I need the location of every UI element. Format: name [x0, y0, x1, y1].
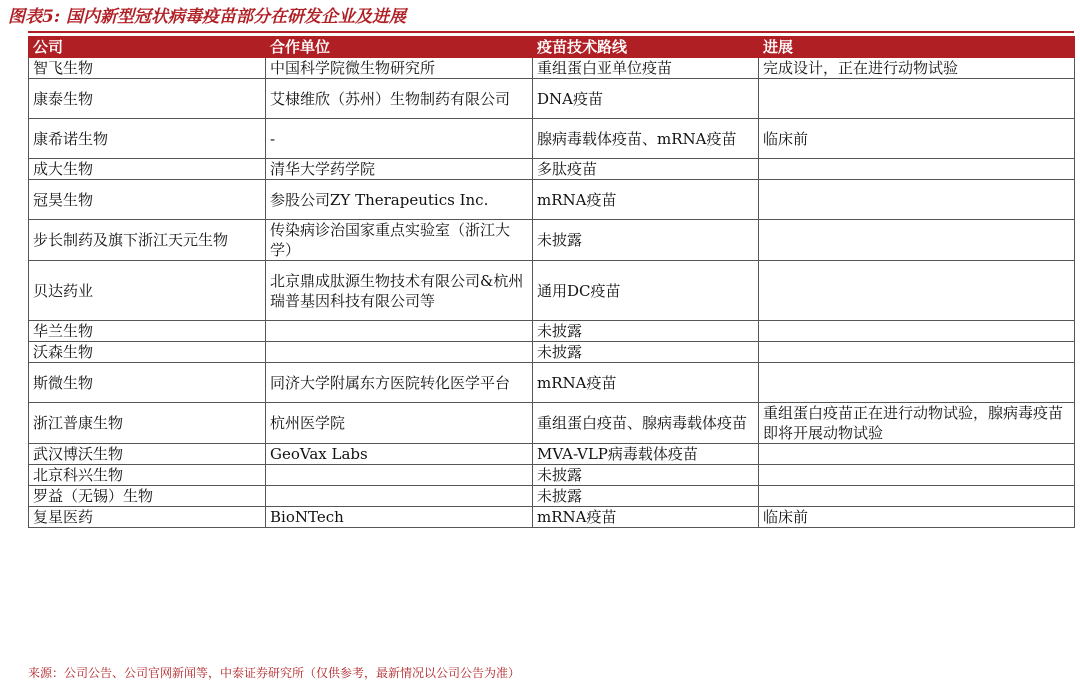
- cell-progress: [759, 342, 1075, 363]
- cell-company: 复星医药: [29, 507, 266, 528]
- table-row: [29, 58, 1075, 79]
- cell-progress: [759, 220, 1075, 261]
- table-row: [29, 180, 1075, 220]
- table-row: [29, 79, 1075, 119]
- table-row: [29, 261, 1075, 321]
- cell-partner: 北京鼎成肽源生物技术有限公司&杭州瑞普基因科技有限公司等: [266, 261, 533, 321]
- header-progress: 进展: [759, 37, 1075, 58]
- table-row: [29, 507, 1075, 528]
- cell-progress: 重组蛋白疫苗正在进行动物试验，腺病毒疫苗即将开展动物试验: [759, 403, 1075, 444]
- cell-route: mRNA疫苗: [533, 363, 759, 403]
- cell-progress: 完成设计，正在进行动物试验: [759, 58, 1075, 79]
- cell-company: 步长制药及旗下浙江天元生物: [29, 220, 266, 261]
- figure-title: 图表5: 国内新型冠状病毒疫苗部分在研发企业及进展: [8, 7, 407, 27]
- cell-progress: [759, 79, 1075, 119]
- table-row: [29, 220, 1075, 261]
- cell-route: mRNA疫苗: [533, 180, 759, 220]
- cell-company: 冠昊生物: [29, 180, 266, 220]
- cell-partner: 传染病诊治国家重点实验室（浙江大学）: [266, 220, 533, 261]
- cell-route: 未披露: [533, 342, 759, 363]
- cell-progress: [759, 444, 1075, 465]
- cell-partner: -: [266, 119, 533, 159]
- cell-progress: [759, 321, 1075, 342]
- table-row: [29, 444, 1075, 465]
- cell-progress: [759, 465, 1075, 486]
- cell-route: 未披露: [533, 321, 759, 342]
- cell-company: 康希诺生物: [29, 119, 266, 159]
- table-row: [29, 403, 1075, 444]
- cell-route: 重组蛋白疫苗、腺病毒载体疫苗: [533, 403, 759, 444]
- cell-partner: 中国科学院微生物研究所: [266, 58, 533, 79]
- cell-company: 成大生物: [29, 159, 266, 180]
- cell-partner: [266, 342, 533, 363]
- cell-progress: [759, 486, 1075, 507]
- cell-company: 北京科兴生物: [29, 465, 266, 486]
- cell-partner: 杭州医学院: [266, 403, 533, 444]
- cell-progress: [759, 180, 1075, 220]
- cell-route: mRNA疫苗: [533, 507, 759, 528]
- table-row: [29, 486, 1075, 507]
- cell-company: 沃森生物: [29, 342, 266, 363]
- header-partner: 合作单位: [266, 37, 533, 58]
- cell-partner: 同济大学附属东方医院转化医学平台: [266, 363, 533, 403]
- cell-progress: 临床前: [759, 119, 1075, 159]
- cell-company: 斯微生物: [29, 363, 266, 403]
- table-row: [29, 465, 1075, 486]
- cell-progress: [759, 261, 1075, 321]
- cell-partner: 参股公司ZY Therapeutics Inc.: [266, 180, 533, 220]
- cell-partner: [266, 486, 533, 507]
- cell-company: 智飞生物: [29, 58, 266, 79]
- table-row: [29, 342, 1075, 363]
- cell-company: 贝达药业: [29, 261, 266, 321]
- cell-route: 腺病毒载体疫苗、mRNA疫苗: [533, 119, 759, 159]
- cell-route: 重组蛋白亚单位疫苗: [533, 58, 759, 79]
- cell-progress: 临床前: [759, 507, 1075, 528]
- cell-partner: BioNTech: [266, 507, 533, 528]
- cell-partner: [266, 465, 533, 486]
- cell-company: 罗益（无锡）生物: [29, 486, 266, 507]
- cell-company: 康泰生物: [29, 79, 266, 119]
- table-row: [29, 159, 1075, 180]
- header-company: 公司: [29, 37, 266, 58]
- cell-route: 多肽疫苗: [533, 159, 759, 180]
- cell-company: 浙江普康生物: [29, 403, 266, 444]
- source-note: 来源：公司公告、公司官网新闻等，中泰证券研究所（仅供参考，最新情况以公司公告为准）: [28, 666, 521, 680]
- cell-partner: 艾棣维欣（苏州）生物制药有限公司: [266, 79, 533, 119]
- cell-progress: [759, 159, 1075, 180]
- vaccine-table: [28, 36, 1075, 528]
- cell-company: 华兰生物: [29, 321, 266, 342]
- cell-route: 未披露: [533, 486, 759, 507]
- cell-route: 未披露: [533, 220, 759, 261]
- table-row: [29, 363, 1075, 403]
- cell-company: 武汉博沃生物: [29, 444, 266, 465]
- cell-partner: 清华大学药学院: [266, 159, 533, 180]
- cell-progress: [759, 363, 1075, 403]
- cell-route: 通用DC疫苗: [533, 261, 759, 321]
- cell-route: DNA疫苗: [533, 79, 759, 119]
- cell-route: 未披露: [533, 465, 759, 486]
- cell-partner: GeoVax Labs: [266, 444, 533, 465]
- header-row: [29, 37, 1075, 58]
- cell-partner: [266, 321, 533, 342]
- title-rule: [28, 31, 1074, 33]
- cell-route: MVA-VLP病毒载体疫苗: [533, 444, 759, 465]
- header-route: 疫苗技术路线: [533, 37, 759, 58]
- table-row: [29, 321, 1075, 342]
- table-row: [29, 119, 1075, 159]
